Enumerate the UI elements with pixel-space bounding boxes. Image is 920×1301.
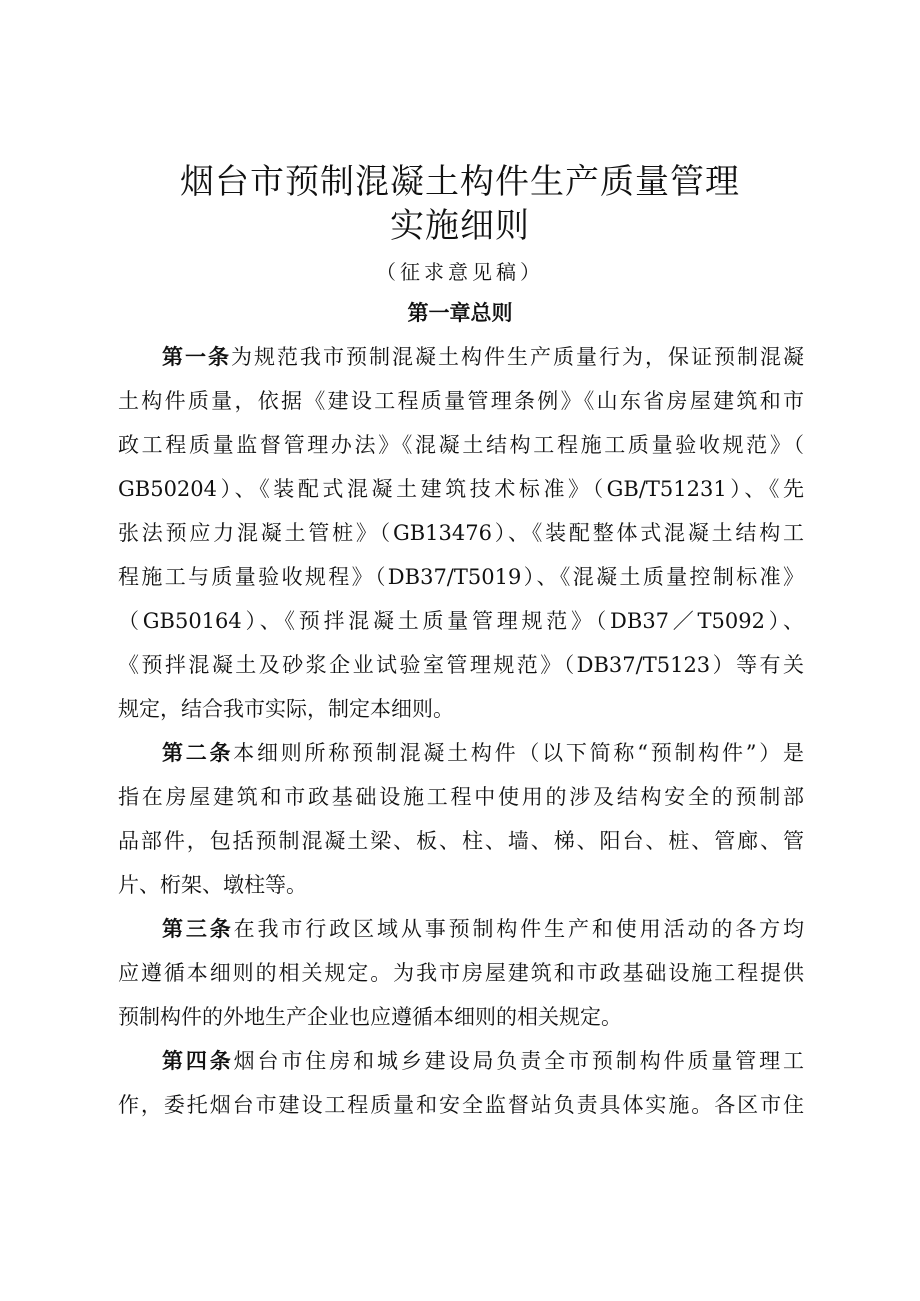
chapter-heading: 第一章总则 bbox=[407, 301, 513, 325]
article-1-line-5: 张法预应力混凝土管桩》（GB13476）、《装配整体式混凝土结构工 bbox=[118, 521, 804, 545]
article-2-line-3: 品部件，包括预制混凝土梁、板、柱、墙、梯、阳台、桩、管廊、管 bbox=[118, 829, 804, 853]
article-4-text: 烟台市住房和城乡建设局负责全市预制构件质量管理工 bbox=[233, 1049, 805, 1073]
article-1-line-4: GB50204）、《装配式混凝土建筑技术标准》（GB/T51231）、《先 bbox=[118, 477, 804, 501]
document-subtitle: （征求意见稿） bbox=[376, 260, 544, 284]
article-1-line-7: （GB50164）、《预拌混凝土质量管理规范》（DB37／T5092）、 bbox=[118, 609, 804, 633]
article-1-line-1 bbox=[162, 342, 804, 372]
document-title-line-2: 实施细则 bbox=[390, 206, 530, 246]
article-2-label: 第二条 bbox=[162, 741, 234, 765]
article-4-label: 第四条 bbox=[162, 1049, 234, 1073]
article-1-line-3: 政工程质量监督管理办法》《混凝土结构工程施工质量验收规范》（ bbox=[118, 433, 804, 457]
article-3-text: 在我市行政区域从事预制构件生产和使用活动的各方均 bbox=[233, 917, 805, 941]
article-2-line-1 bbox=[162, 738, 804, 768]
article-2-line-2: 指在房屋建筑和市政基础设施工程中使用的涉及结构安全的预制部 bbox=[118, 785, 804, 809]
article-1-label: 第一条 bbox=[162, 345, 231, 369]
document-title-line-1: 烟台市预制混凝土构件生产质量管理 bbox=[180, 162, 740, 202]
article-3-line-3: 预制构件的外地生产企业也应遵循本细则的相关规定。 bbox=[118, 1005, 622, 1029]
article-1-line-2: 土构件质量，依据《建设工程质量管理条例》《山东省房屋建筑和市 bbox=[118, 389, 804, 413]
article-3-line-2: 应遵循本细则的相关规定。为我市房屋建筑和市政基础设施工程提供 bbox=[118, 961, 804, 985]
article-1-line-6: 程施工与质量验收规程》（DB37/T5019）、《混凝土质量控制标准》 bbox=[118, 565, 804, 589]
article-2-text: 本细则所称预制混凝土构件（以下简称“预制构件”）是 bbox=[233, 741, 804, 765]
article-2-line-4: 片、桁架、墩柱等。 bbox=[118, 873, 307, 897]
article-3-line-1 bbox=[162, 914, 804, 944]
article-3-label: 第三条 bbox=[162, 917, 234, 941]
article-4-line-1 bbox=[162, 1046, 804, 1076]
article-1-line-8: 《预拌混凝土及砂浆企业试验室管理规范》（DB37/T5123）等有关 bbox=[118, 653, 804, 677]
article-1-text: 为规范我市预制混凝土构件生产质量行为，保证预制混凝 bbox=[231, 345, 804, 369]
article-4-line-2: 作，委托烟台市建设工程质量和安全监督站负责具体实施。各区市住 bbox=[118, 1093, 804, 1117]
article-1-line-9: 规定，结合我市实际，制定本细则。 bbox=[118, 697, 454, 721]
